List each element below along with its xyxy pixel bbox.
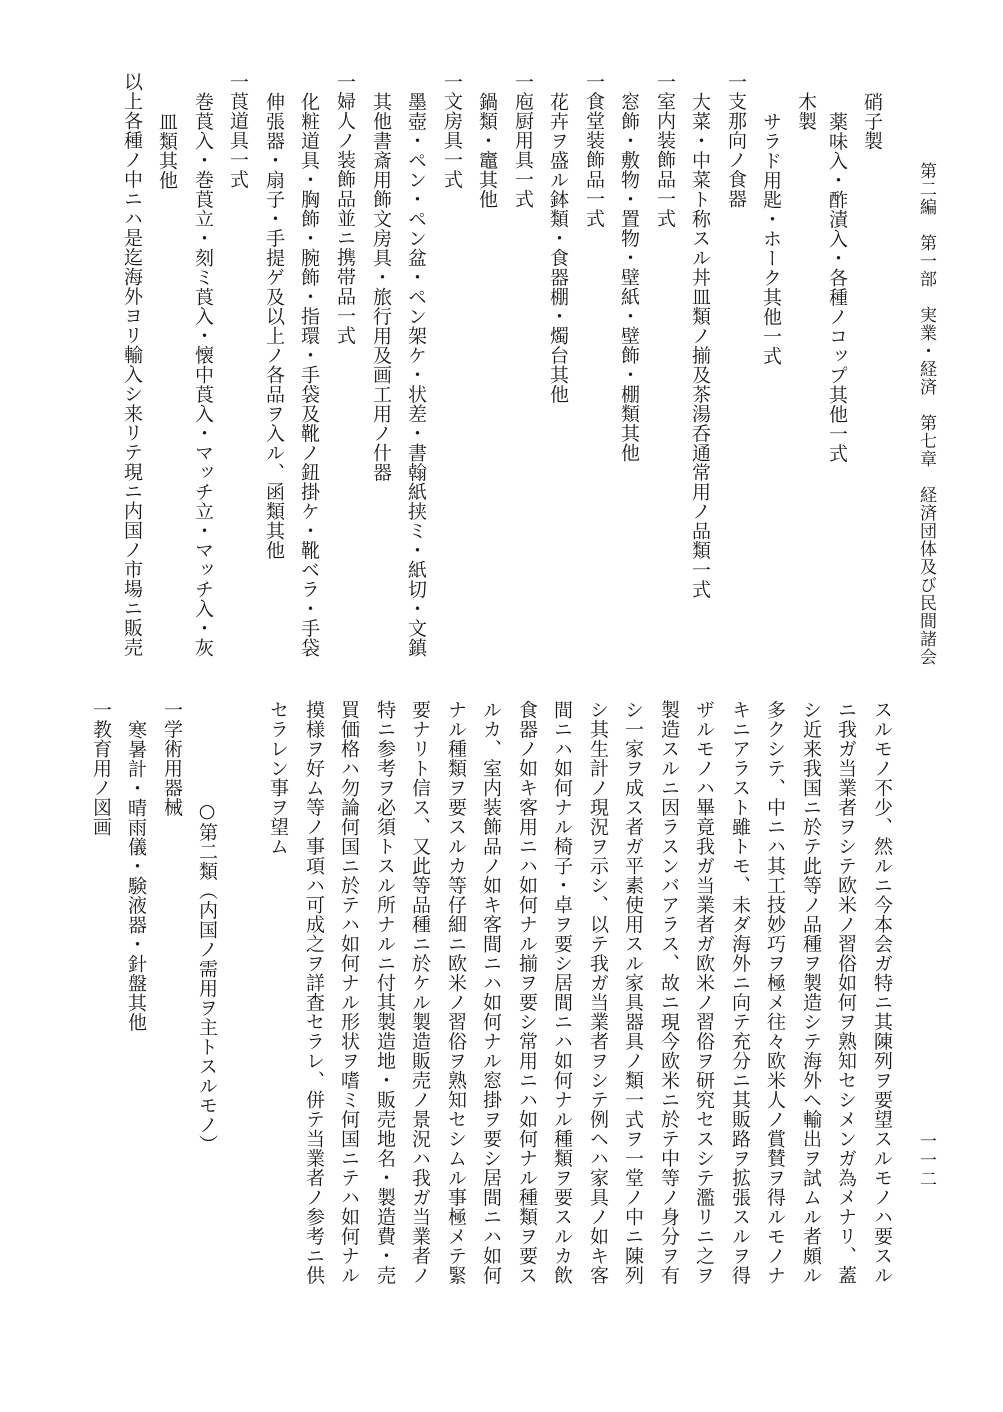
text-line: 摸様ヲ好ム等ノ事項ハ可成之ヲ詳査セラレ、併テ当業者ノ参考ニ供	[303, 700, 325, 1285]
text-line: 以上各種ノ中ニハ是迄海外ヨリ輸入シ来リテ現ニ内国ノ市場ニ販売	[121, 72, 143, 657]
page-number: 一一二	[916, 1132, 936, 1189]
text-line: 寒暑計・晴雨儀・験液器・針盤其他	[125, 720, 147, 1032]
text-line: セラレン事ヲ望ム	[267, 700, 289, 856]
running-head: 第二編 第一部 実業・経済 第七章 経済団体及び民間諸会	[916, 162, 936, 666]
text-line: 一室内装飾品一式	[654, 72, 676, 228]
text-line: 一教育用ノ図画	[90, 700, 112, 837]
text-line: 製造スルニ因ラスンバアラス、故ニ現今欧米ニ於テ中等ノ身分ヲ有	[658, 700, 680, 1285]
text-line: 木製	[795, 92, 817, 131]
text-line: 薬味入・酢漬入・各種ノコップ其他一式	[826, 112, 848, 463]
text-line: 一莨道具一式	[227, 72, 249, 189]
text-line: 其他書斎用飾文房具・旅行用及画工用ノ什器	[370, 92, 392, 482]
text-line: 巻莨入・巻莨立・刻ミ莨入・懐中莨入・マッチ立・マッチ入・灰	[192, 92, 214, 658]
text-line: 一学術用器械	[161, 700, 183, 817]
text-line: 間ニハ如何ナル椅子・卓ヲ要シ居間ニハ如何ナル種類ヲ要スルカ飲	[551, 700, 573, 1285]
text-line: シ近来我国ニ於テ此等ノ品種ヲ製造シテ海外ヘ輸出ヲ試ムル者頗ル	[800, 700, 822, 1285]
text-line: シ一家ヲ成ス者ガ平素使用スル家具器具ノ類一式ヲ一堂ノ中ニ陳列	[622, 700, 644, 1285]
text-line: シ其生計ノ現況ヲ示シ、以テ我ガ当業者ヲシテ例ヘハ家具ノ如キ客	[587, 700, 609, 1285]
text-line: 花卉ヲ盛ル鉢類・食器棚・燭台其他	[547, 92, 569, 404]
text-line: 大菜・中菜ト称スル丼皿類ノ揃及茶湯呑通常用ノ品類一式	[689, 92, 711, 599]
text-line: 伸張器・扇子・手提ゲ及以上ノ各品ヲ入ル、函類其他	[263, 92, 285, 560]
text-line: 墨壺・ペン・ペン盆・ペン架ケ・状差・書翰紙挟ミ・紙切・文鎮	[405, 92, 427, 658]
text-line: 要ナリト信ス、又此等品種ニ於ケル製造販売ノ景況ハ我ガ当業者ノ	[409, 700, 431, 1285]
text-line: ルカ、室内装飾品ノ如キ客間ニハ如何ナル窓掛ヲ要シ居間ニハ如何	[480, 700, 502, 1285]
text-line: 一庖厨用具一式	[512, 72, 534, 209]
text-line: スルモノ不少、然ルニ今本会ガ特ニ其陳列ヲ要望スルモノハ要スル	[871, 700, 893, 1285]
text-line: 多クシテ、中ニハ其工技妙巧ヲ極メ往々欧米人ノ賞賛ヲ得ルモノナ	[764, 700, 786, 1285]
text-line: 窓飾・敷物・置物・壁紙・壁飾・棚類其他	[618, 92, 640, 463]
text-line: 食器ノ如キ客用ニハ如何ナル揃ヲ要シ常用ニハ如何ナル種類ヲ要ス	[516, 700, 538, 1285]
text-line: 一食堂装飾品一式	[583, 72, 605, 228]
section-heading: ○第二類（内国ノ需用ヲ主トスルモノ）	[196, 800, 218, 1154]
text-line: サラド用匙・ホーク其他一式	[760, 112, 782, 366]
text-line: 一婦人ノ装飾品並ニ携帯品一式	[334, 72, 356, 345]
text-line: ニ我ガ当業者ヲシテ欧米ノ習俗如何ヲ熟知セシメンガ為メナリ、蓋	[835, 700, 857, 1285]
text-line: 一文房具一式	[441, 72, 463, 189]
text-line: 鍋類・竈其他	[476, 92, 498, 209]
text-line: 特ニ参考ヲ必須トスル所ナルニ付其製造地・販売地名・製造費・売	[374, 700, 396, 1285]
text-line: 化粧道具・胸飾・腕飾・指環・手袋及靴ノ鈕掛ケ・靴ベラ・手袋	[298, 92, 320, 658]
text-line: 硝子製	[861, 92, 883, 151]
text-line: キニアラスト雖トモ、未ダ海外ニ向テ充分ニ其販路ヲ拡張スルヲ得	[729, 700, 751, 1285]
text-line: ナル種類ヲ要スルカ等仔細ニ欧米ノ習俗ヲ熟知セシムル事極メテ緊	[445, 700, 467, 1285]
text-line: 一支那向ノ食器	[725, 72, 747, 209]
text-line: 皿類其他	[156, 112, 178, 190]
text-line: 買価格ハ勿論何国ニ於テハ如何ナル形状ヲ嗜ミ何国ニテハ如何ナル	[338, 700, 360, 1285]
text-line: ザルモノハ畢竟我ガ当業者ガ欧米ノ習俗ヲ研究セスシテ濫リニ之ヲ	[693, 700, 715, 1285]
